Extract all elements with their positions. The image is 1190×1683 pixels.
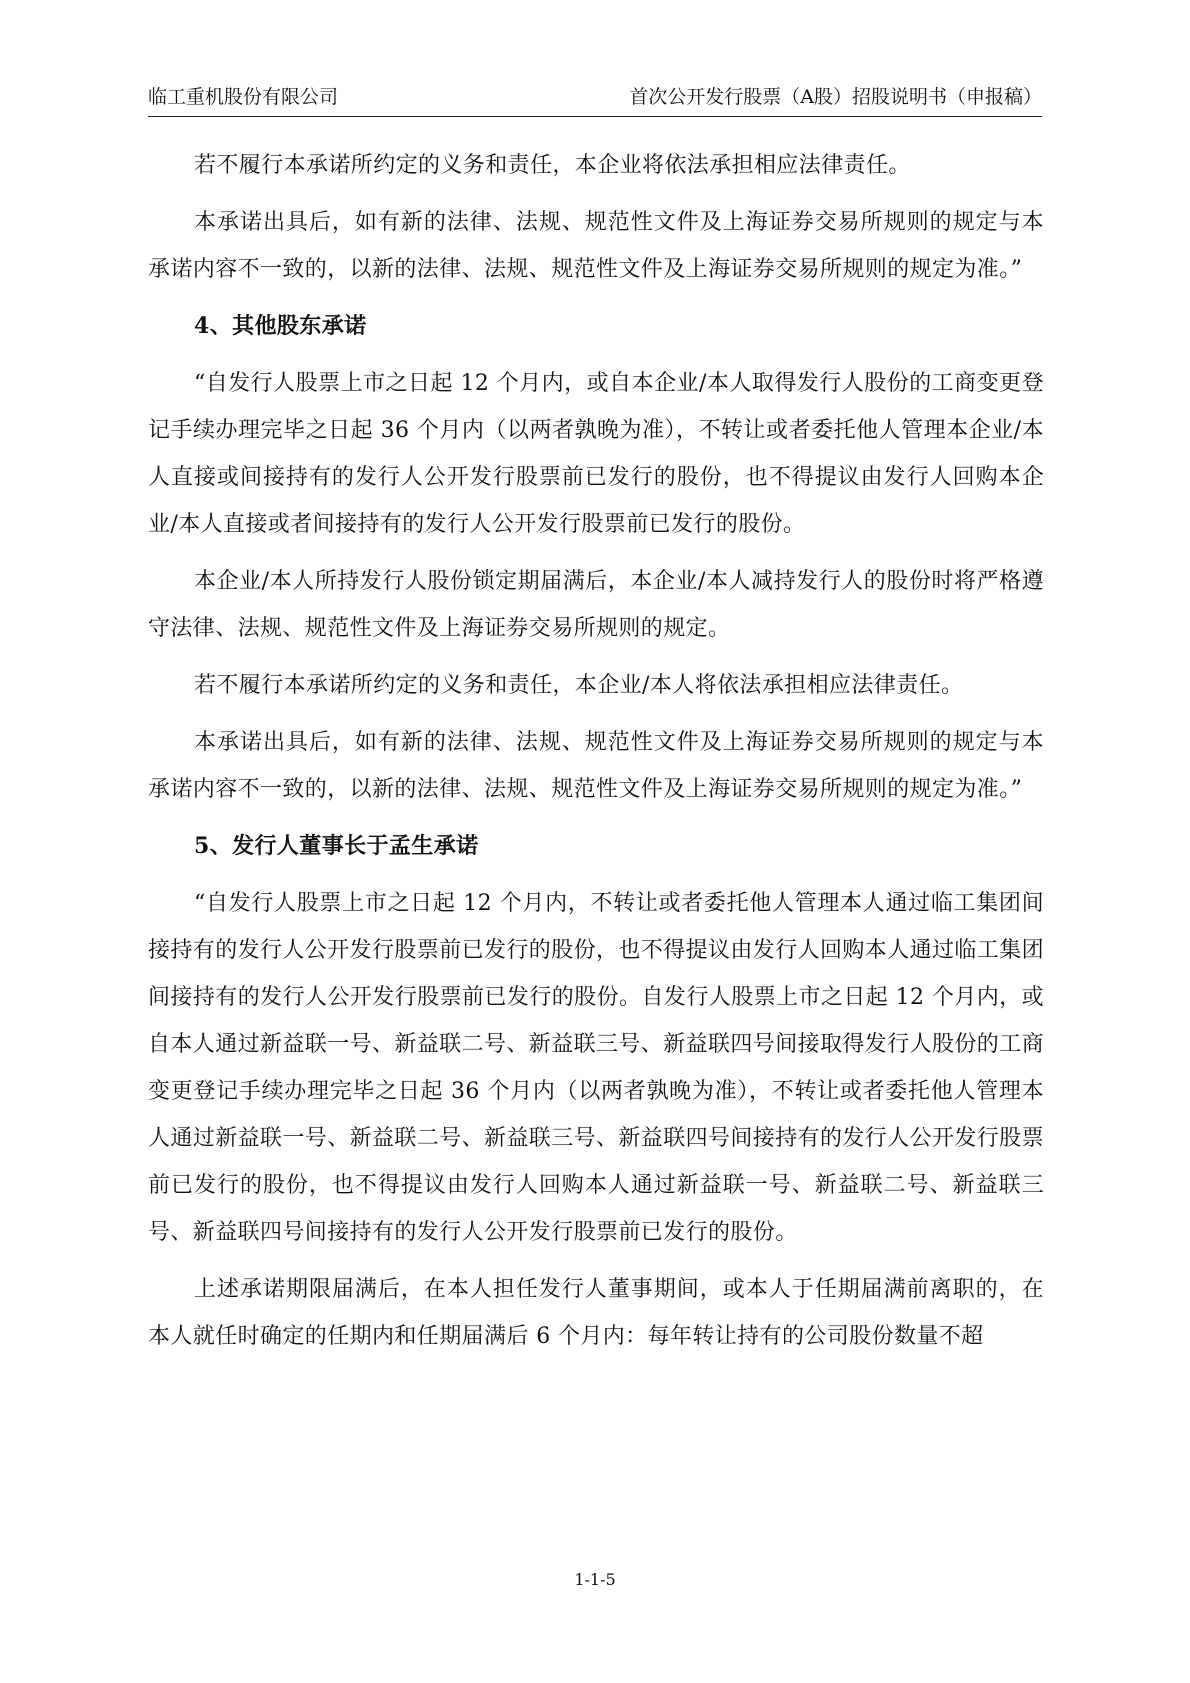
- header-company-name: 临工重机股份有限公司: [148, 86, 339, 108]
- paragraph: 若不履行本承诺所约定的义务和责任，本企业将依法承担相应法律责任。: [194, 153, 911, 178]
- section-heading: 5、发行人董事长于孟生承诺: [194, 833, 479, 859]
- paragraph: 上述承诺期限届满后，在本人担任发行人董事期间，或本人于任期届满前离职的，在本人就任时确定的任期内和任期届满后 6 个月内：每年转让持有的公司股份数量不超: [148, 1277, 1044, 1349]
- document-body: [148, 142, 1044, 1370]
- header-document-title: 首次公开发行股票（A股）招股说明书（申报稿）: [629, 86, 1042, 108]
- paragraph: 本承诺出具后，如有新的法律、法规、规范性文件及上海证券交易所规则的规定与本承诺内容不一致的，以新的法律、法规、规范性文件及上海证券交易所规则的规定为准。”: [148, 210, 1044, 282]
- paragraph: “自发行人股票上市之日起 12 个月内，不转让或者委托他人管理本人通过临工集团间接持有的发行人公开发行股票前已发行的股份，也不得提议由发行人回购本人通过临工集团间接持有的发行人公开发行股票前已发行的股份。自发行人股票上市之日起 12 个月内，或自本人通过新益联一号、新益联二号、新益联三号、新益联四号间接取得发行人股份的工商变更登记手续办理完毕之日起 36 个月内（以两者孰晚为准），不转让或者委托他人管理本人通过新益联一号、新益联二号、新益联三号、新益联四号间接持有的发行人公开发行股票前已发行的股份，也不得提议由发行人回购本人通过新益联一号、新益联二号、新益联三号、新益联四号间接持有的发行人公开发行股票前已发行的股份。: [148, 891, 1045, 1245]
- paragraph: 本承诺出具后，如有新的法律、法规、规范性文件及上海证券交易所规则的规定与本承诺内容不一致的，以新的法律、法规、规范性文件及上海证券交易所规则的规定为准。”: [148, 730, 1044, 802]
- page-number: 1-1-5: [574, 1570, 616, 1589]
- paragraph: 若不履行本承诺所约定的义务和责任，本企业/本人将依法承担相应法律责任。: [194, 673, 964, 698]
- section-heading: 4、其他股东承诺: [194, 313, 367, 339]
- paragraph: 本企业/本人所持发行人股份锁定期届满后，本企业/本人减持发行人的股份时将严格遵守法律、法规、规范性文件及上海证券交易所规则的规定。: [148, 569, 1044, 641]
- paragraph: “自发行人股票上市之日起 12 个月内，或自本企业/本人取得发行人股份的工商变更登记手续办理完毕之日起 36 个月内（以两者孰晚为准），不转让或者委托他人管理本企业/本人直接或间接持有的发行人公开发行股票前已发行的股份，也不得提议由发行人回购本企业/本人直接或者间接持有的发行人公开发行股票前已发行的股份。: [148, 371, 1044, 537]
- page-header: [148, 84, 1042, 117]
